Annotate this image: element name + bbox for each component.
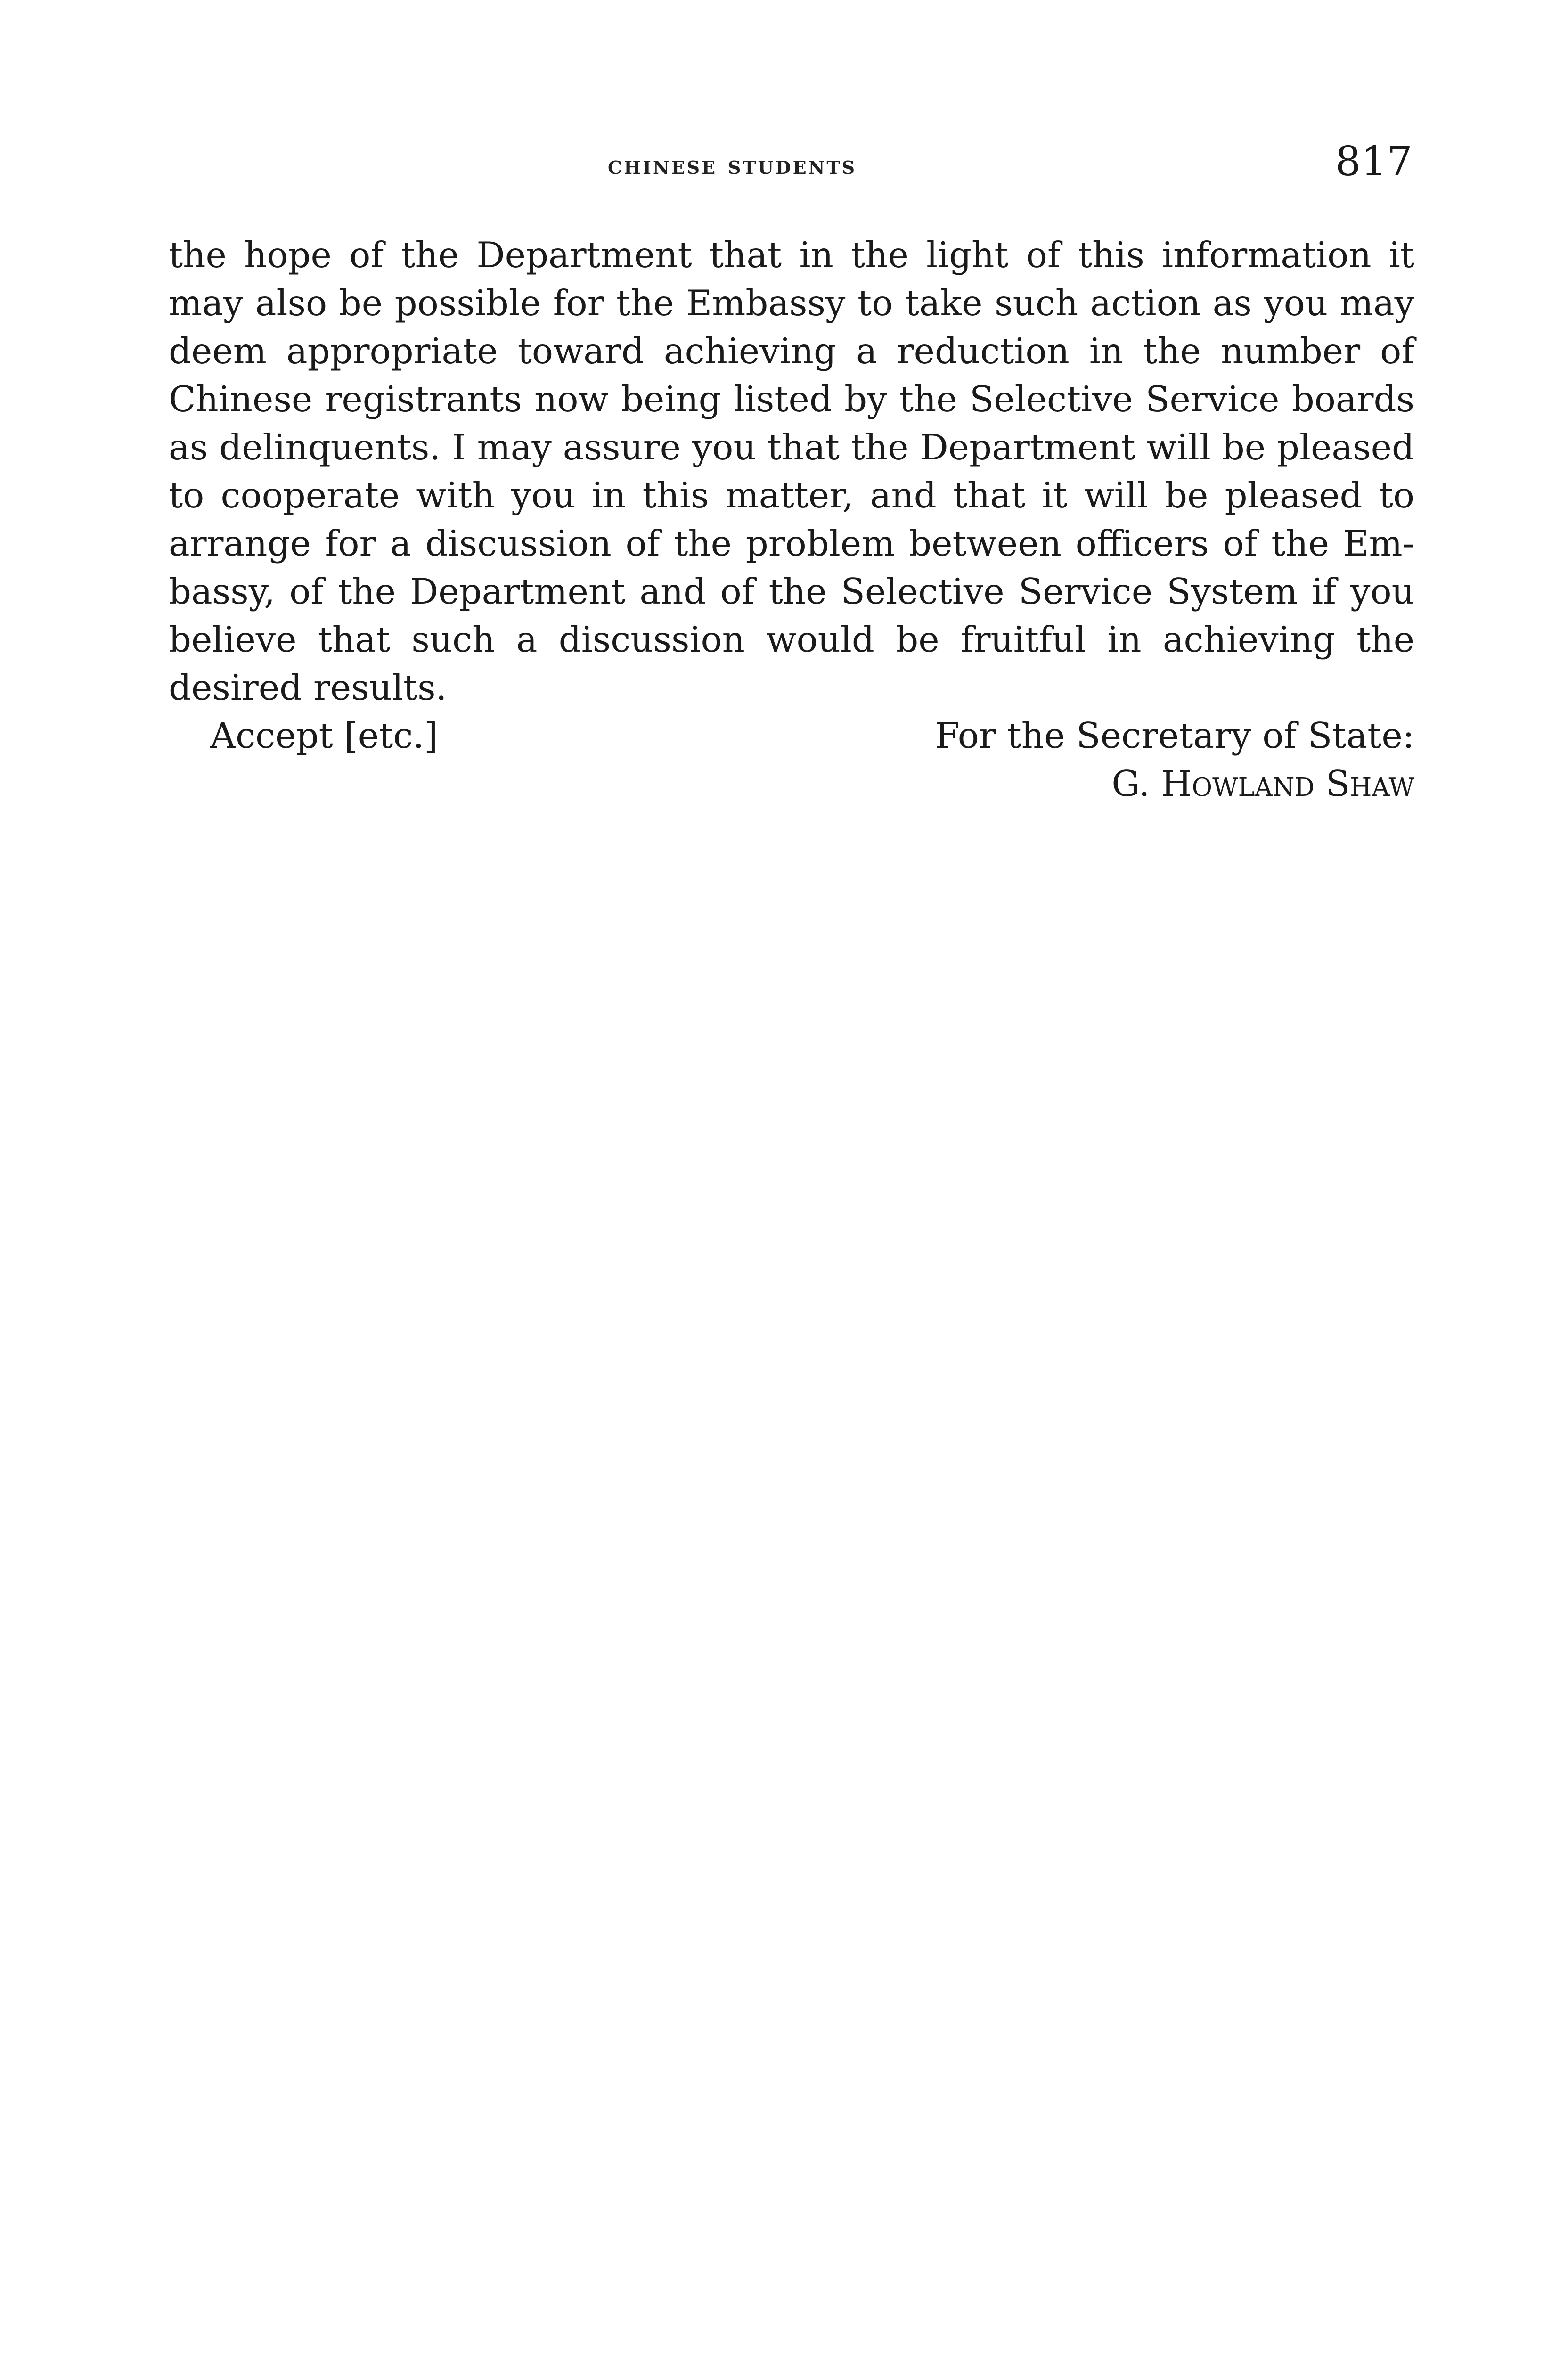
body-line: may also be possible for the Embassy to take such action as you may [169, 282, 1414, 324]
body-line: the hope of the Department that in the light of this information it [169, 234, 1414, 276]
body-paragraph [169, 231, 1414, 712]
body-line: bassy, of the Department and of the Selective Service System if you [169, 571, 1414, 612]
running-head [0, 138, 1568, 188]
body-line: as delinquents. I may assure you that the Department will be pleased [169, 426, 1414, 468]
running-title: chinese students [608, 150, 857, 180]
signature-name: G. Howland Shaw [1111, 763, 1414, 804]
letter-closing [169, 712, 1414, 810]
for-secretary-line: For the Secretary of State: [935, 715, 1414, 756]
body-line: believe that such a discussion would be fruitful in achieving the [169, 619, 1414, 660]
body-line: deem appropriate toward achieving a reduction in the number of [169, 330, 1414, 372]
accept-line: Accept [etc.] [210, 715, 438, 756]
page-number: 817 [1335, 138, 1413, 185]
body-line: arrange for a discussion of the problem between officers of the Em- [169, 523, 1414, 564]
body-line: desired results. [169, 667, 447, 708]
body-line: Chinese registrants now being listed by the Selective Service boards [169, 378, 1414, 420]
body-line: to cooperate with you in this matter, and that it will be pleased to [169, 474, 1414, 516]
